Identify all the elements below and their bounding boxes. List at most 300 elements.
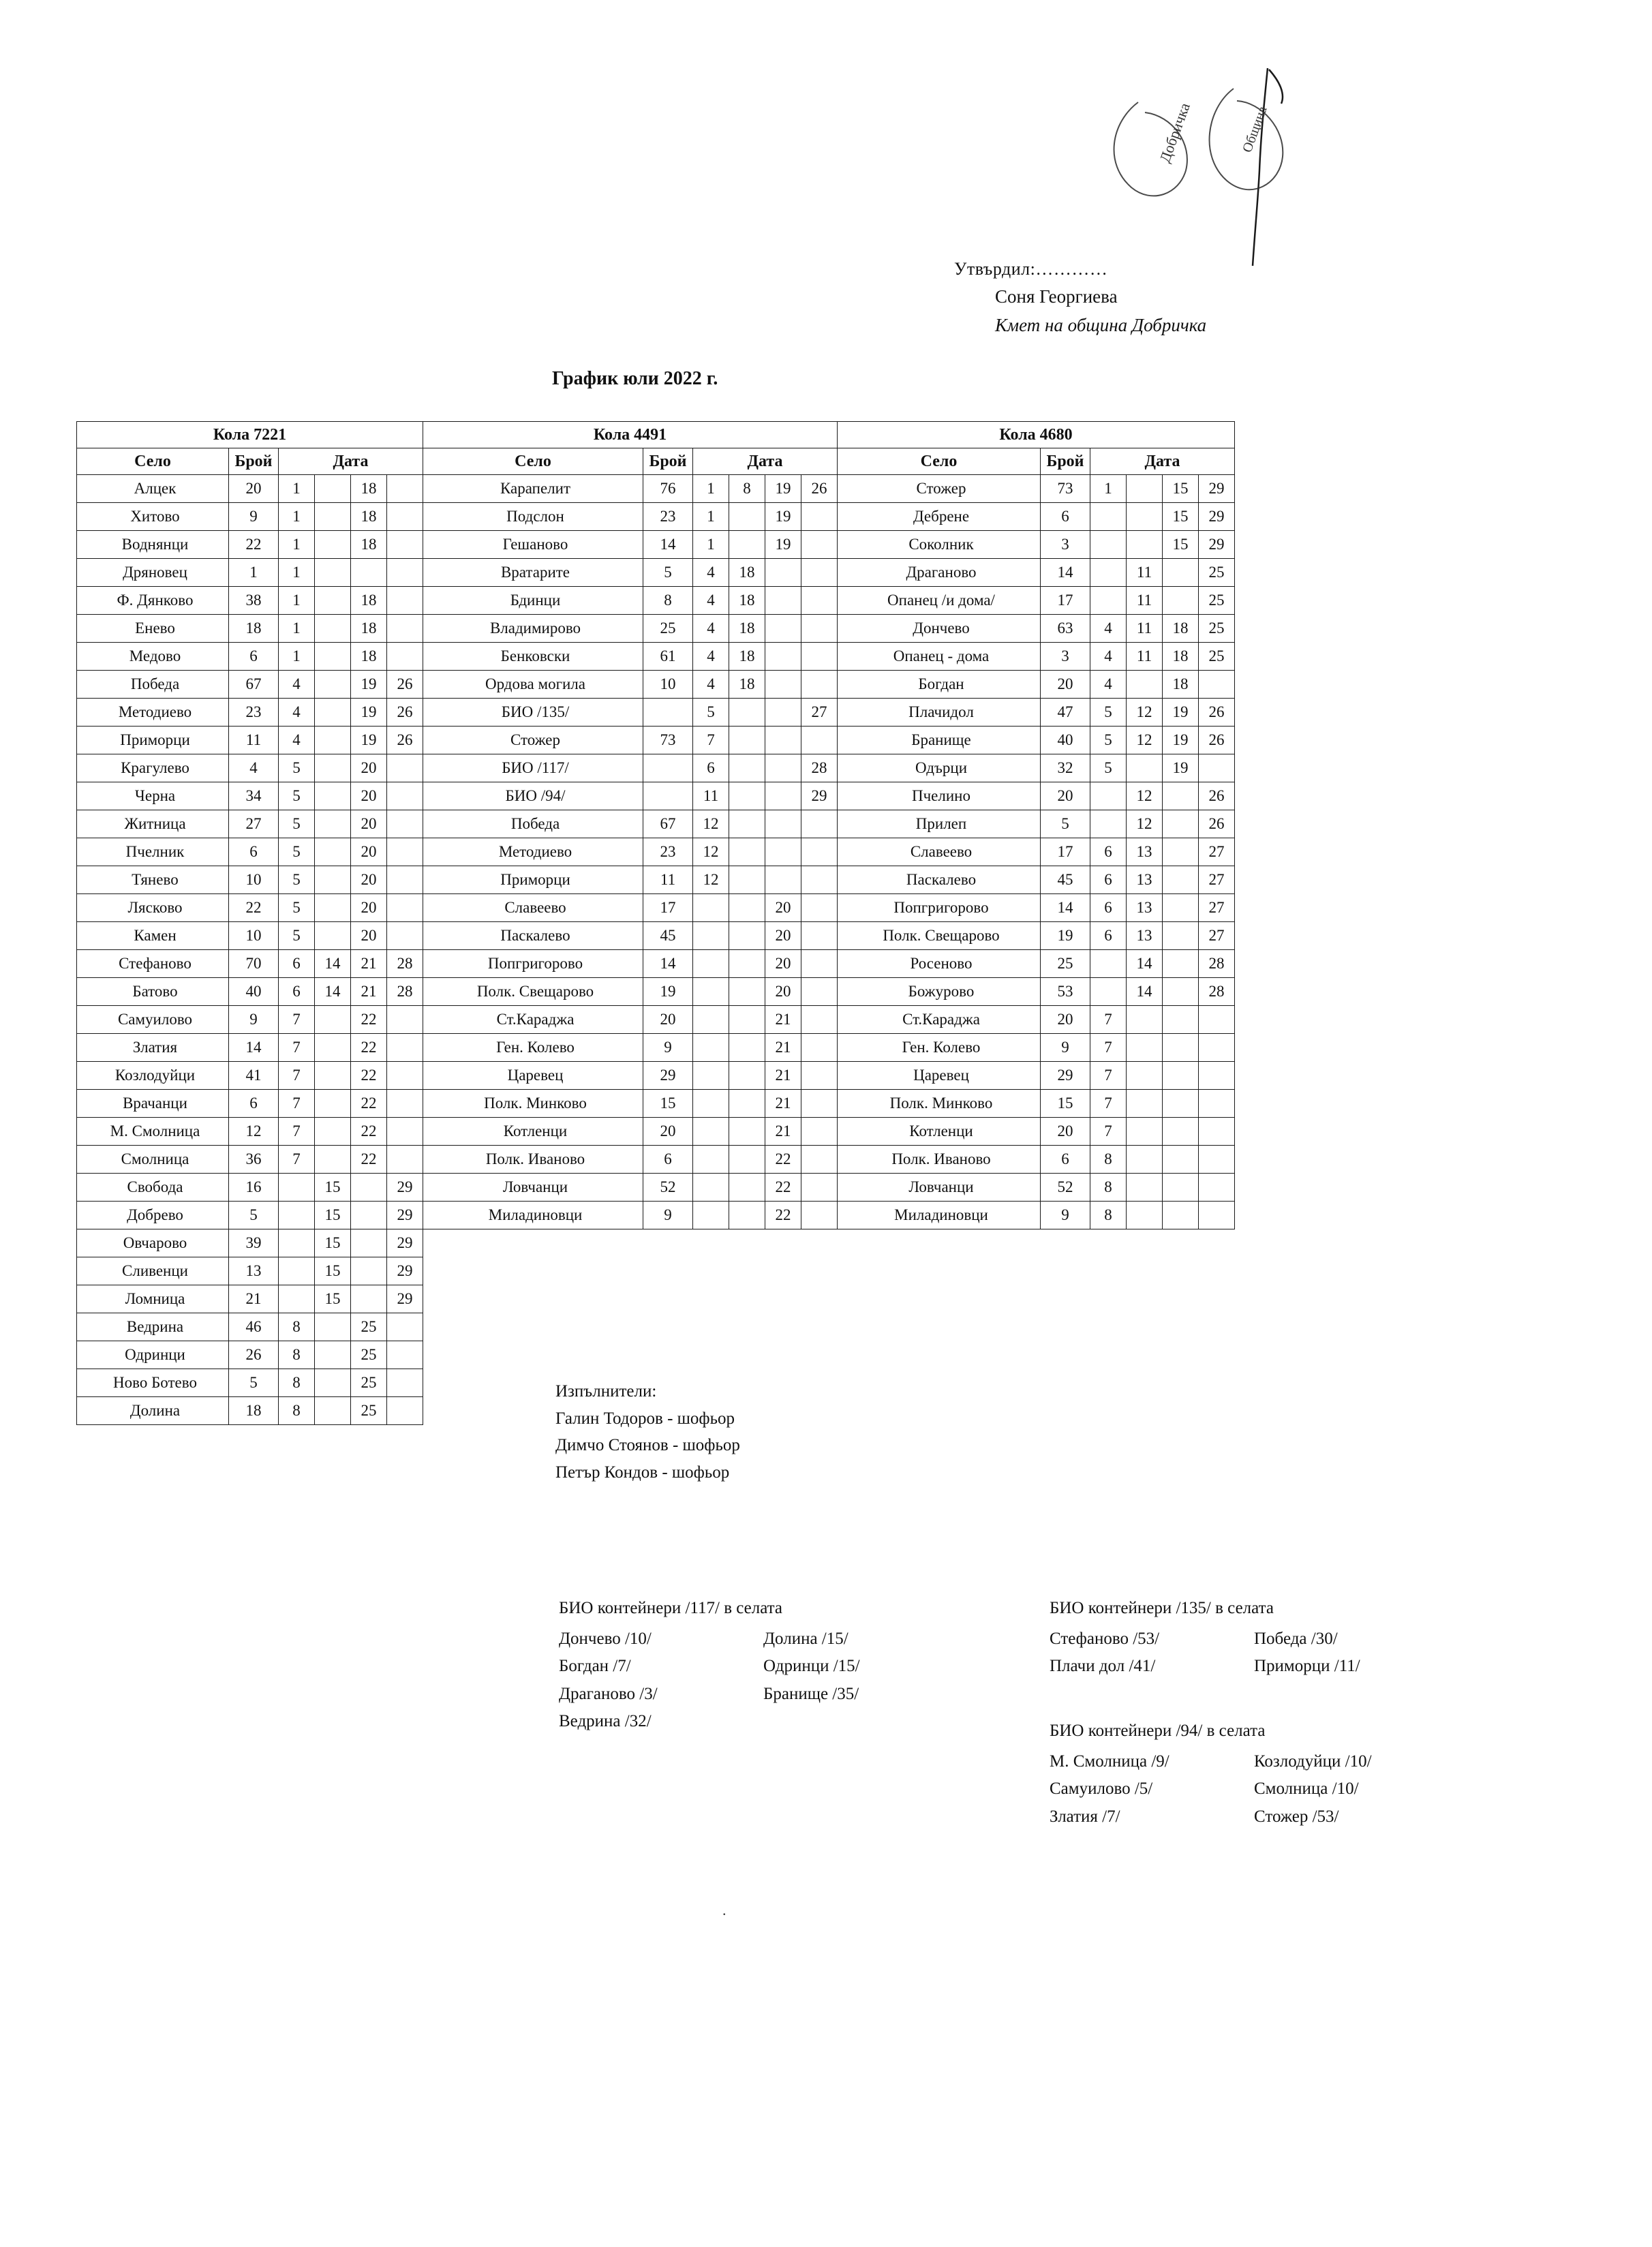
date-cell bbox=[1163, 810, 1199, 838]
date-cell: 12 bbox=[693, 866, 729, 894]
count-cell: 14 bbox=[229, 1034, 279, 1062]
date-cell: 15 bbox=[1163, 531, 1199, 559]
header-count-2: Брой bbox=[643, 448, 693, 475]
date-cell bbox=[729, 978, 765, 1006]
date-cell: 22 bbox=[351, 1034, 387, 1062]
village-cell: Драганово bbox=[838, 559, 1041, 587]
date-cell: 18 bbox=[351, 615, 387, 643]
village-cell: Полк. Свещарово bbox=[423, 978, 643, 1006]
date-cell: 28 bbox=[1199, 950, 1235, 978]
date-cell: 5 bbox=[279, 894, 315, 922]
date-cell: 29 bbox=[387, 1257, 423, 1285]
date-cell: 14 bbox=[315, 978, 351, 1006]
date-cell: 22 bbox=[351, 1090, 387, 1118]
header-village-2: Село bbox=[423, 448, 643, 475]
empty-cell bbox=[801, 1229, 838, 1257]
date-cell bbox=[729, 1034, 765, 1062]
date-cell bbox=[1199, 1202, 1235, 1229]
date-cell: 1 bbox=[693, 475, 729, 503]
date-cell bbox=[693, 1118, 729, 1146]
date-cell bbox=[387, 894, 423, 922]
date-cell bbox=[729, 950, 765, 978]
date-cell bbox=[279, 1229, 315, 1257]
bio-item: Стефаново /53/ bbox=[1050, 1629, 1160, 1648]
village-cell: Владимирово bbox=[423, 615, 643, 643]
empty-cell bbox=[643, 1229, 693, 1257]
village-cell: М. Смолница bbox=[77, 1118, 229, 1146]
date-cell: 18 bbox=[1163, 643, 1199, 671]
table-row bbox=[77, 1006, 1235, 1034]
date-cell: 6 bbox=[693, 754, 729, 782]
village-cell: Бранище bbox=[838, 727, 1041, 754]
date-cell bbox=[1163, 587, 1199, 615]
count-cell: 29 bbox=[1041, 1062, 1090, 1090]
village-cell: Приморци bbox=[423, 866, 643, 894]
table-row bbox=[77, 782, 1235, 810]
bio-117-heading: БИО контейнери /117/ в селата bbox=[559, 1599, 782, 1617]
empty-cell bbox=[423, 1229, 643, 1257]
date-cell: 1 bbox=[693, 531, 729, 559]
date-cell: 21 bbox=[765, 1006, 801, 1034]
date-cell bbox=[801, 1090, 838, 1118]
count-cell: 16 bbox=[229, 1174, 279, 1202]
village-cell: Соколник bbox=[838, 531, 1041, 559]
date-cell: 11 bbox=[1127, 559, 1163, 587]
table-row bbox=[77, 615, 1235, 643]
bio-item: Самуилово /5/ bbox=[1050, 1779, 1153, 1798]
date-cell bbox=[315, 531, 351, 559]
date-cell bbox=[765, 643, 801, 671]
date-cell bbox=[315, 643, 351, 671]
svg-text:Добричка: Добричка bbox=[1156, 100, 1193, 165]
date-cell: 18 bbox=[351, 531, 387, 559]
date-cell bbox=[279, 1174, 315, 1202]
village-cell: Приморци bbox=[77, 727, 229, 754]
date-cell: 19 bbox=[351, 727, 387, 754]
date-cell bbox=[765, 671, 801, 699]
date-cell: 4 bbox=[279, 727, 315, 754]
empty-cell bbox=[1127, 1397, 1163, 1425]
date-cell bbox=[279, 1257, 315, 1285]
header-date-2: Дата bbox=[693, 448, 838, 475]
table-row bbox=[77, 475, 1235, 503]
village-cell: Попгригорово bbox=[838, 894, 1041, 922]
date-cell bbox=[387, 782, 423, 810]
date-cell: 29 bbox=[387, 1285, 423, 1313]
date-cell: 22 bbox=[765, 1174, 801, 1202]
count-cell: 20 bbox=[643, 1006, 693, 1034]
date-cell bbox=[315, 1397, 351, 1425]
date-cell: 29 bbox=[1199, 475, 1235, 503]
date-cell: 27 bbox=[1199, 866, 1235, 894]
count-cell: 10 bbox=[643, 671, 693, 699]
count-cell: 20 bbox=[229, 475, 279, 503]
count-cell: 5 bbox=[229, 1369, 279, 1397]
village-cell: Крагулево bbox=[77, 754, 229, 782]
date-cell bbox=[1163, 1062, 1199, 1090]
date-cell bbox=[801, 587, 838, 615]
empty-cell bbox=[1163, 1229, 1199, 1257]
village-cell: Опанец /и дома/ bbox=[838, 587, 1041, 615]
date-cell: 20 bbox=[765, 950, 801, 978]
date-cell: 19 bbox=[765, 475, 801, 503]
bio-item: М. Смолница /9/ bbox=[1050, 1752, 1169, 1771]
date-cell bbox=[1090, 531, 1127, 559]
date-cell: 18 bbox=[729, 671, 765, 699]
empty-cell bbox=[1199, 1285, 1235, 1313]
date-cell bbox=[693, 922, 729, 950]
date-cell: 26 bbox=[1199, 727, 1235, 754]
date-cell: 22 bbox=[351, 1006, 387, 1034]
date-cell: 8 bbox=[729, 475, 765, 503]
date-cell bbox=[801, 922, 838, 950]
table-row bbox=[77, 810, 1235, 838]
empty-cell bbox=[1041, 1341, 1090, 1369]
village-cell: Славеево bbox=[423, 894, 643, 922]
date-cell bbox=[387, 1062, 423, 1090]
date-cell: 18 bbox=[729, 587, 765, 615]
date-cell: 6 bbox=[1090, 894, 1127, 922]
date-cell: 13 bbox=[1127, 922, 1163, 950]
date-cell bbox=[1127, 754, 1163, 782]
date-cell bbox=[729, 838, 765, 866]
date-cell bbox=[693, 894, 729, 922]
date-cell bbox=[1199, 1174, 1235, 1202]
count-cell: 17 bbox=[643, 894, 693, 922]
empty-cell bbox=[801, 1257, 838, 1285]
date-cell bbox=[387, 866, 423, 894]
empty-cell bbox=[1090, 1229, 1127, 1257]
date-cell: 22 bbox=[351, 1118, 387, 1146]
date-cell bbox=[693, 1174, 729, 1202]
date-cell: 4 bbox=[1090, 615, 1127, 643]
date-cell bbox=[387, 1090, 423, 1118]
date-cell: 13 bbox=[1127, 894, 1163, 922]
table-row bbox=[77, 1146, 1235, 1174]
village-cell: Ген. Колево bbox=[423, 1034, 643, 1062]
date-cell: 20 bbox=[765, 978, 801, 1006]
date-cell: 29 bbox=[387, 1202, 423, 1229]
date-cell bbox=[729, 1146, 765, 1174]
date-cell bbox=[729, 810, 765, 838]
date-cell bbox=[765, 782, 801, 810]
empty-cell bbox=[838, 1341, 1041, 1369]
date-cell: 1 bbox=[1090, 475, 1127, 503]
village-cell: Царевец bbox=[423, 1062, 643, 1090]
date-cell: 11 bbox=[1127, 615, 1163, 643]
date-cell: 29 bbox=[1199, 531, 1235, 559]
count-cell: 9 bbox=[643, 1202, 693, 1229]
date-cell: 19 bbox=[351, 671, 387, 699]
bio-item: Богдан /7/ bbox=[559, 1657, 631, 1675]
count-cell: 14 bbox=[1041, 894, 1090, 922]
empty-cell bbox=[765, 1397, 801, 1425]
date-cell bbox=[387, 922, 423, 950]
date-cell: 12 bbox=[693, 838, 729, 866]
date-cell bbox=[315, 671, 351, 699]
empty-cell bbox=[423, 1257, 643, 1285]
count-cell: 9 bbox=[229, 1006, 279, 1034]
date-cell: 5 bbox=[279, 810, 315, 838]
date-cell: 28 bbox=[801, 754, 838, 782]
header-date-1: Дата bbox=[279, 448, 423, 475]
empty-cell bbox=[1041, 1369, 1090, 1397]
date-cell: 7 bbox=[279, 1146, 315, 1174]
empty-cell bbox=[1041, 1397, 1090, 1425]
date-cell: 18 bbox=[351, 503, 387, 531]
village-cell: Гешаново bbox=[423, 531, 643, 559]
empty-cell bbox=[1127, 1369, 1163, 1397]
header-count-1: Брой bbox=[229, 448, 279, 475]
block-title-row bbox=[77, 422, 1235, 448]
date-cell bbox=[351, 1229, 387, 1257]
empty-cell bbox=[423, 1285, 643, 1313]
date-cell bbox=[765, 615, 801, 643]
date-cell: 11 bbox=[1127, 587, 1163, 615]
village-cell: Полк. Иваново bbox=[423, 1146, 643, 1174]
date-cell: 1 bbox=[279, 531, 315, 559]
date-cell bbox=[1199, 671, 1235, 699]
empty-cell bbox=[838, 1313, 1041, 1341]
date-cell: 4 bbox=[693, 615, 729, 643]
count-cell: 21 bbox=[229, 1285, 279, 1313]
performers-title: Изпълнители: bbox=[555, 1382, 657, 1401]
block-title-car3: Кола 4680 bbox=[838, 422, 1235, 448]
date-cell bbox=[765, 754, 801, 782]
date-cell bbox=[765, 699, 801, 727]
count-cell bbox=[643, 699, 693, 727]
count-cell: 3 bbox=[1041, 643, 1090, 671]
date-cell: 1 bbox=[279, 475, 315, 503]
bio-94-block bbox=[1050, 1717, 1372, 1831]
table-row bbox=[77, 838, 1235, 866]
date-cell bbox=[1090, 978, 1127, 1006]
date-cell bbox=[801, 866, 838, 894]
count-cell: 63 bbox=[1041, 615, 1090, 643]
village-cell: Миладиновци bbox=[423, 1202, 643, 1229]
count-cell: 23 bbox=[643, 838, 693, 866]
empty-cell bbox=[1163, 1313, 1199, 1341]
date-cell bbox=[315, 810, 351, 838]
date-cell bbox=[1163, 1202, 1199, 1229]
date-cell: 20 bbox=[351, 754, 387, 782]
table-row bbox=[77, 866, 1235, 894]
date-cell: 27 bbox=[1199, 894, 1235, 922]
date-cell bbox=[315, 1062, 351, 1090]
date-cell: 21 bbox=[765, 1062, 801, 1090]
date-cell bbox=[729, 1202, 765, 1229]
count-cell: 40 bbox=[229, 978, 279, 1006]
date-cell: 22 bbox=[765, 1202, 801, 1229]
empty-cell bbox=[1090, 1341, 1127, 1369]
count-cell: 13 bbox=[229, 1257, 279, 1285]
village-cell: Попгригорово bbox=[423, 950, 643, 978]
table-row bbox=[77, 1174, 1235, 1202]
date-cell: 7 bbox=[693, 727, 729, 754]
date-cell bbox=[1163, 1118, 1199, 1146]
date-cell: 18 bbox=[729, 643, 765, 671]
date-cell: 14 bbox=[1127, 978, 1163, 1006]
count-cell: 23 bbox=[229, 699, 279, 727]
count-cell: 39 bbox=[229, 1229, 279, 1257]
date-cell bbox=[351, 1174, 387, 1202]
date-cell: 19 bbox=[765, 531, 801, 559]
empty-cell bbox=[1163, 1341, 1199, 1369]
empty-cell bbox=[1041, 1313, 1090, 1341]
count-cell: 73 bbox=[643, 727, 693, 754]
count-cell: 18 bbox=[229, 615, 279, 643]
empty-cell bbox=[765, 1229, 801, 1257]
empty-cell bbox=[1127, 1257, 1163, 1285]
date-cell bbox=[765, 866, 801, 894]
date-cell: 1 bbox=[279, 587, 315, 615]
count-cell: 73 bbox=[1041, 475, 1090, 503]
count-cell: 14 bbox=[643, 531, 693, 559]
village-cell: Полк. Минково bbox=[423, 1090, 643, 1118]
date-cell: 22 bbox=[351, 1062, 387, 1090]
date-cell: 6 bbox=[1090, 866, 1127, 894]
village-cell: Пчелино bbox=[838, 782, 1041, 810]
bio-item: Приморци /11/ bbox=[1254, 1657, 1360, 1675]
village-cell: Камен bbox=[77, 922, 229, 950]
count-cell: 9 bbox=[1041, 1034, 1090, 1062]
date-cell bbox=[315, 922, 351, 950]
village-cell: Ордова могила bbox=[423, 671, 643, 699]
village-cell: Полк. Свещарово bbox=[838, 922, 1041, 950]
date-cell: 26 bbox=[387, 727, 423, 754]
date-cell bbox=[1127, 1146, 1163, 1174]
date-cell bbox=[1090, 950, 1127, 978]
date-cell bbox=[1199, 1118, 1235, 1146]
table-row bbox=[77, 1090, 1235, 1118]
block-title-car1: Кола 7221 bbox=[77, 422, 423, 448]
count-cell: 22 bbox=[229, 894, 279, 922]
date-cell bbox=[1163, 950, 1199, 978]
date-cell: 8 bbox=[279, 1369, 315, 1397]
date-cell: 8 bbox=[279, 1397, 315, 1425]
header-date-3: Дата bbox=[1090, 448, 1235, 475]
empty-cell bbox=[838, 1257, 1041, 1285]
date-cell: 1 bbox=[279, 503, 315, 531]
empty-cell bbox=[643, 1313, 693, 1341]
date-cell: 4 bbox=[693, 559, 729, 587]
date-cell: 20 bbox=[351, 866, 387, 894]
date-cell: 20 bbox=[765, 894, 801, 922]
header-village-3: Село bbox=[838, 448, 1041, 475]
date-cell: 5 bbox=[693, 699, 729, 727]
empty-cell bbox=[423, 1313, 643, 1341]
date-cell bbox=[729, 1090, 765, 1118]
count-cell: 61 bbox=[643, 643, 693, 671]
date-cell: 1 bbox=[279, 615, 315, 643]
date-cell bbox=[387, 643, 423, 671]
village-cell: Житница bbox=[77, 810, 229, 838]
date-cell bbox=[315, 503, 351, 531]
date-cell bbox=[693, 1034, 729, 1062]
empty-cell bbox=[643, 1285, 693, 1313]
date-cell: 7 bbox=[279, 1006, 315, 1034]
bio-117-column-1 bbox=[559, 1625, 763, 1736]
table-row bbox=[77, 1202, 1235, 1229]
date-cell: 4 bbox=[1090, 671, 1127, 699]
date-cell bbox=[315, 866, 351, 894]
village-cell: Методиево bbox=[77, 699, 229, 727]
date-cell: 29 bbox=[387, 1174, 423, 1202]
count-cell: 25 bbox=[1041, 950, 1090, 978]
village-cell: Ст.Караджа bbox=[838, 1006, 1041, 1034]
date-cell: 18 bbox=[351, 587, 387, 615]
date-cell: 15 bbox=[315, 1174, 351, 1202]
date-cell bbox=[729, 1062, 765, 1090]
date-cell bbox=[693, 1202, 729, 1229]
stray-mark: . bbox=[722, 1901, 726, 1919]
date-cell bbox=[315, 1090, 351, 1118]
village-cell: Ловчанци bbox=[423, 1174, 643, 1202]
date-cell bbox=[729, 894, 765, 922]
village-cell: Полк. Минково bbox=[838, 1090, 1041, 1118]
date-cell bbox=[729, 1118, 765, 1146]
village-cell: Паскалево bbox=[838, 866, 1041, 894]
empty-cell bbox=[1199, 1257, 1235, 1285]
village-cell: БИО /117/ bbox=[423, 754, 643, 782]
table-row bbox=[77, 1062, 1235, 1090]
village-cell: Козлодуйци bbox=[77, 1062, 229, 1090]
date-cell bbox=[729, 531, 765, 559]
bio-135-column-2 bbox=[1254, 1625, 1360, 1681]
header-count-3: Брой bbox=[1041, 448, 1090, 475]
bio-94-column-1 bbox=[1050, 1748, 1254, 1831]
empty-cell bbox=[801, 1341, 838, 1369]
date-cell bbox=[387, 1034, 423, 1062]
date-cell bbox=[1090, 503, 1127, 531]
approver-name: Соня Георгиева bbox=[995, 286, 1118, 307]
date-cell: 28 bbox=[1199, 978, 1235, 1006]
date-cell bbox=[765, 587, 801, 615]
table-row bbox=[77, 1285, 1235, 1313]
date-cell bbox=[315, 699, 351, 727]
count-cell: 20 bbox=[1041, 671, 1090, 699]
count-cell: 53 bbox=[1041, 978, 1090, 1006]
table-row bbox=[77, 1034, 1235, 1062]
village-cell: Ф. Дянково bbox=[77, 587, 229, 615]
empty-cell bbox=[801, 1313, 838, 1341]
empty-cell bbox=[1090, 1313, 1127, 1341]
date-cell: 5 bbox=[279, 838, 315, 866]
bio-item: Победа /30/ bbox=[1254, 1629, 1338, 1648]
date-cell bbox=[1163, 1034, 1199, 1062]
empty-cell bbox=[838, 1369, 1041, 1397]
count-cell: 76 bbox=[643, 475, 693, 503]
bio-item: Козлодуйци /10/ bbox=[1254, 1752, 1372, 1771]
date-cell bbox=[387, 559, 423, 587]
count-cell: 20 bbox=[643, 1118, 693, 1146]
date-cell bbox=[315, 727, 351, 754]
empty-cell bbox=[1163, 1397, 1199, 1425]
count-cell: 10 bbox=[229, 922, 279, 950]
count-cell: 15 bbox=[1041, 1090, 1090, 1118]
village-cell: Одърци bbox=[838, 754, 1041, 782]
empty-cell bbox=[1090, 1285, 1127, 1313]
empty-cell bbox=[1127, 1341, 1163, 1369]
date-cell bbox=[1199, 1062, 1235, 1090]
date-cell bbox=[1127, 1174, 1163, 1202]
date-cell: 1 bbox=[693, 503, 729, 531]
village-cell: Котленци bbox=[423, 1118, 643, 1146]
date-cell bbox=[801, 1118, 838, 1146]
empty-cell bbox=[693, 1257, 729, 1285]
count-cell bbox=[643, 754, 693, 782]
date-cell: 29 bbox=[1199, 503, 1235, 531]
